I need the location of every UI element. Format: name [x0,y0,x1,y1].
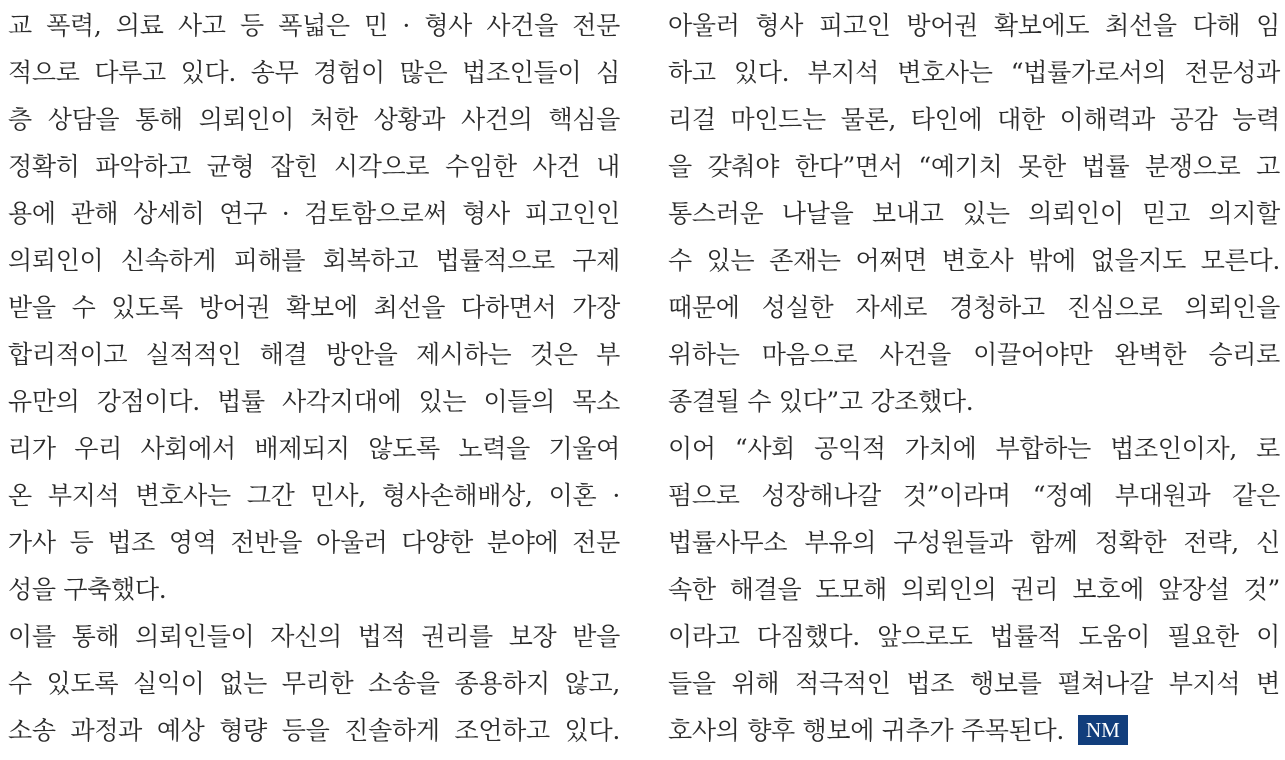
article-line: 종결될 수 있다”고 강조했다. [668,387,974,416]
article-column-left [8,2,620,754]
article-line: 합리적이고 실적적인 해결 방안을 제시하는 것은 부 [8,340,620,369]
article-line: 용에 관해 상세히 연구 · 검토함으로써 형사 피고인인 [8,199,620,228]
article-line: 수 있는 존재는 어쩌면 변호사 밖에 없을지도 모른다. [668,246,1280,275]
article-line: 층 상담을 통해 의뢰인이 처한 상황과 사건의 핵심을 [8,105,620,134]
article-line: 펌으로 성장해나갈 것”이라며 “정예 부대원과 같은 [668,481,1280,510]
article-line: 리가 우리 사회에서 배제되지 않도록 노력을 기울여 [8,434,620,463]
article-line: 소송 과정과 예상 형량 등을 진솔하게 조언하고 있다. [8,716,620,745]
article-line: 하고 있다. 부지석 변호사는 “법률가로서의 전문성과 [668,58,1280,87]
article-line: 들을 위해 적극적인 법조 행보를 펼쳐나갈 부지석 변 [668,669,1280,698]
article-line: 유만의 강점이다. 법률 사각지대에 있는 이들의 목소 [8,387,620,416]
article-line: 의뢰인이 신속하게 피해를 회복하고 법률적으로 구제 [8,246,620,275]
article-last-line [668,707,1280,754]
article-line-text: 호사의 향후 행보에 귀추가 주목된다. [668,716,1064,745]
article-line: 통스러운 나날을 보내고 있는 의뢰인이 믿고 의지할 [668,199,1280,228]
article-line: 위하는 마음으로 사건을 이끌어야만 완벽한 승리로 [668,340,1280,369]
article-line: 리걸 마인드는 물론, 타인에 대한 이해력과 공감 능력 [668,105,1280,134]
article-line: 받을 수 있도록 방어권 확보에 최선을 다하면서 가장 [8,293,620,322]
article-line: 교 폭력, 의료 사고 등 폭넓은 민 · 형사 사건을 전문 [8,11,620,40]
article-line: 때문에 성실한 자세로 경청하고 진심으로 의뢰인을 [668,293,1280,322]
article-line: 가사 등 법조 영역 전반을 아울러 다양한 분야에 전문 [8,528,620,557]
article-line: 적으로 다루고 있다. 송무 경험이 많은 법조인들이 심 [8,58,620,87]
article-line: 이라고 다짐했다. 앞으로도 법률적 도움이 필요한 이 [668,622,1280,651]
article-line: 성을 구축했다. [8,575,167,604]
article-line: 온 부지석 변호사는 그간 민사, 형사손해배상, 이혼 · [8,481,620,510]
article-line: 이를 통해 의뢰인들이 자신의 법적 권리를 보장 받을 [8,622,620,651]
article-line: 이어 “사회 공익적 가치에 부합하는 법조인이자, 로 [668,434,1280,463]
article-line: 을 갖춰야 한다”면서 “예기치 못한 법률 분쟁으로 고 [668,152,1280,181]
article-line: 수 있도록 실익이 없는 무리한 소송을 종용하지 않고, [8,669,620,698]
article-line: 아울러 형사 피고인 방어권 확보에도 최선을 다해 임 [668,11,1280,40]
article-line: 속한 해결을 도모해 의뢰인의 권리 보호에 앞장설 것” [668,575,1280,604]
nm-end-badge: NM [1078,715,1128,745]
article-line: 정확히 파악하고 균형 잡힌 시각으로 수임한 사건 내 [8,152,620,181]
article-line: 법률사무소 부유의 구성원들과 함께 정확한 전략, 신 [668,528,1280,557]
article-column-right [668,2,1280,754]
